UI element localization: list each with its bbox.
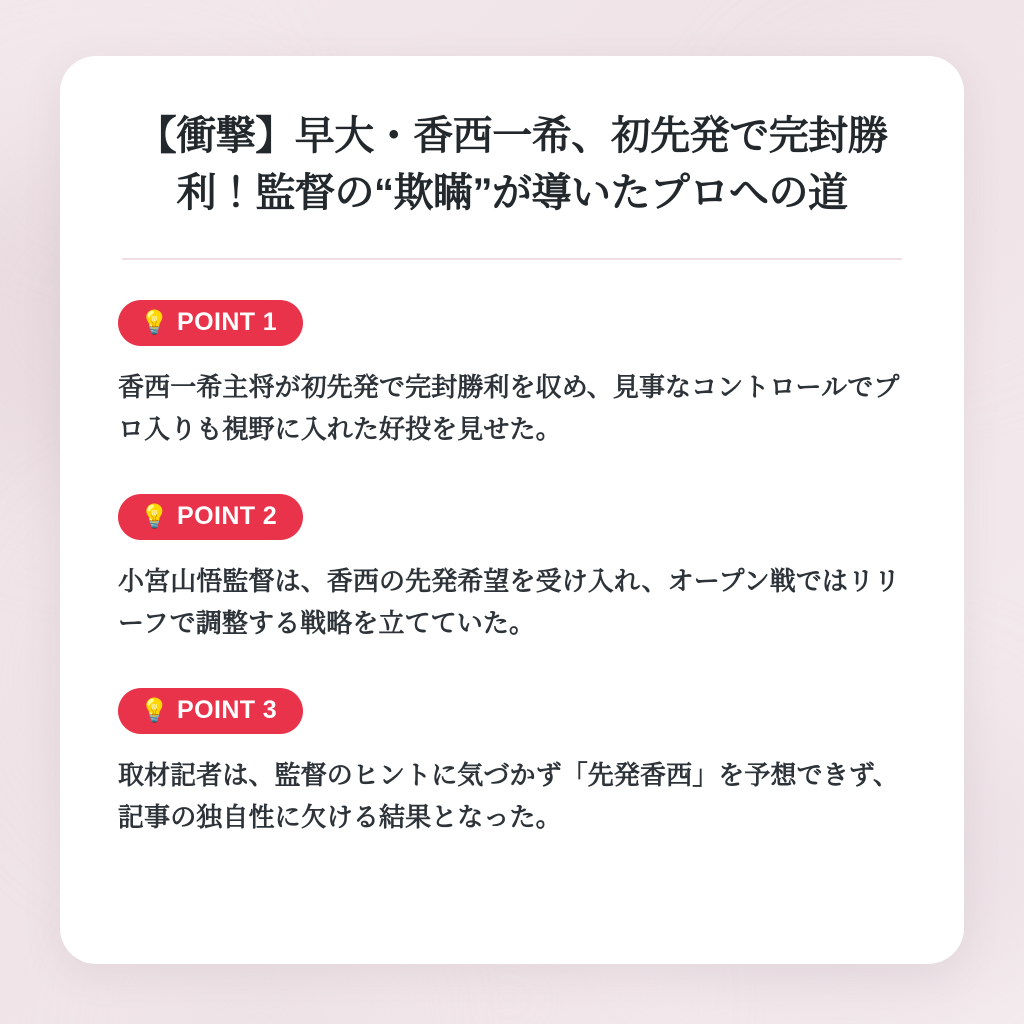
lightbulb-icon: 💡 [140,308,170,335]
list-item [118,300,906,450]
status-badge [118,494,303,540]
point-text: 取材記者は、監督のヒントに気づかず「先発香西」を予想できず、記事の独自性に欠ける結果となった。 [118,760,899,833]
lightbulb-icon: 💡 [140,502,170,529]
point-text: 香西一希主将が初先発で完封勝利を収め、見事なコントロールでプロ入りも視野に入れた好投を見せた。 [118,371,900,444]
list-item [118,688,906,838]
title-divider [122,258,902,260]
status-badge [118,688,303,734]
badge-label: POINT 2 [177,501,278,530]
points-list [118,300,906,839]
lightbulb-icon: 💡 [140,697,170,724]
badge-label: POINT 3 [177,696,278,725]
badge-label: POINT 1 [177,307,278,336]
point-text: 小宮山悟監督は、香西の先発希望を受け入れ、オープン戦ではリリーフで調整する戦略を立てていた。 [118,565,901,638]
status-badge [118,300,303,346]
summary-card [60,56,964,964]
page-title: 【衝撃】早大・香西一希、初先発で完封勝利！監督の“欺瞞”が導いたプロへの道 [136,114,888,215]
list-item [118,494,906,644]
